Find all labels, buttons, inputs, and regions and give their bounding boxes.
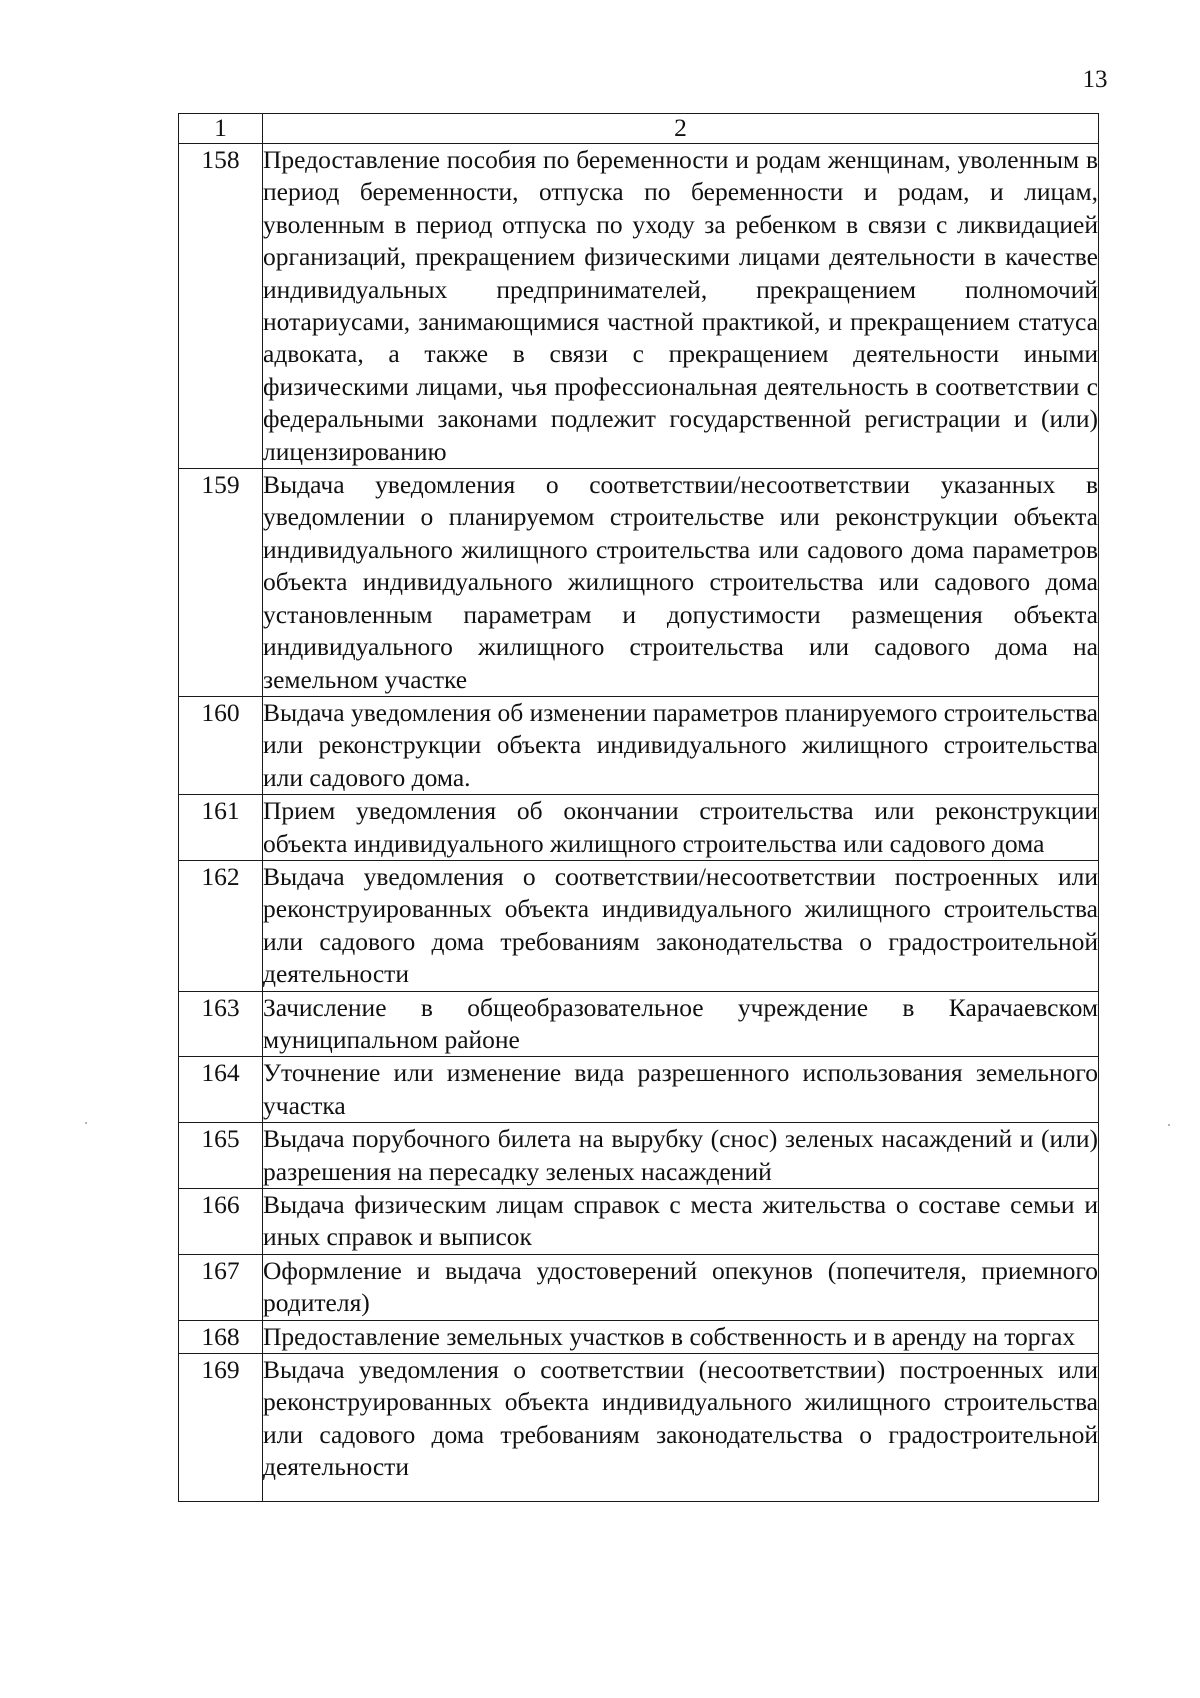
row-number: 163: [179, 991, 263, 1057]
row-text: Прием уведомления об окончании строительства или реконструкции объекта индивидуального жилищного строительства или садового дома: [263, 795, 1099, 861]
table-row: [179, 1254, 1099, 1320]
row-number: 158: [179, 144, 263, 469]
table-row: [179, 795, 1099, 861]
table-row: [179, 469, 1099, 697]
row-text: Предоставление земельных участков в собственность и в аренду на торгах: [263, 1320, 1099, 1353]
table-row: [179, 1057, 1099, 1123]
row-number: 164: [179, 1057, 263, 1123]
row-number: 161: [179, 795, 263, 861]
row-text: Выдача уведомления о соответствии (несоответствии) построенных или реконструированных объекта индивидуального жилищного строительства или садового дома требованиям законодательства о градостроительной деятельности: [263, 1354, 1099, 1502]
row-number: 167: [179, 1254, 263, 1320]
services-table: [178, 113, 1099, 1502]
row-number: 160: [179, 696, 263, 794]
table-row: [179, 144, 1099, 469]
row-number: 169: [179, 1354, 263, 1502]
row-text: Выдача уведомления о соответствии/несоответствии построенных или реконструированных объекта индивидуального жилищного строительства или садового дома требованиям законодательства о градостроительной деятельности: [263, 860, 1099, 991]
table-row: [179, 696, 1099, 794]
row-text: Выдача порубочного билета на вырубку (снос) зеленых насаждений и (или) разрешения на пересадку зеленых насаждений: [263, 1123, 1099, 1189]
table-row: [179, 1123, 1099, 1189]
row-text: Уточнение или изменение вида разрешенного использования земельного участка: [263, 1057, 1099, 1123]
scan-speck: [85, 1122, 87, 1124]
column-header-number: 1: [179, 114, 263, 144]
row-number: 165: [179, 1123, 263, 1189]
table-header-row: [179, 114, 1099, 144]
table-row: [179, 991, 1099, 1057]
column-header-description: 2: [263, 114, 1099, 144]
table-row: [179, 1189, 1099, 1255]
row-number: 166: [179, 1189, 263, 1255]
row-text: Выдача уведомления об изменении параметров планируемого строительства или реконструкции объекта индивидуального жилищного строительства или садового дома.: [263, 696, 1099, 794]
row-number: 159: [179, 469, 263, 697]
row-number: 168: [179, 1320, 263, 1353]
row-text: Оформление и выдача удостоверений опекунов (попечителя, приемного родителя): [263, 1254, 1099, 1320]
row-text: Предоставление пособия по беременности и родам женщинам, уволенным в период беременности, отпуска по беременности и родам, и лицам, уволенным в период отпуска по уходу за ребенком в связи с ликвидацией организаций, прекращением физическими лицами деятельности в качестве индивидуальных предпринимателей, прекращением полномочий нотариусами, занимающимися частной практикой, и прекращением статуса адвоката, а также в связи с прекращением деятельности иными физическими лицами, чья профессиональная деятельность в соответствии с федеральными законами подлежит государственной регистрации и (или) лицензированию: [263, 144, 1099, 469]
table-row: [179, 1320, 1099, 1353]
page-number: 13: [1082, 66, 1108, 93]
row-text: Выдача уведомления о соответствии/несоответствии указанных в уведомлении о планируемом строительстве или реконструкции объекта индивидуального жилищного строительства или садового дома параметров объекта индивидуального жилищного строительства или садового дома установленным параметрам и допустимости размещения объекта индивидуального жилищного строительства или садового дома на земельном участке: [263, 469, 1099, 697]
table-row: [179, 1354, 1099, 1502]
row-text: Зачисление в общеобразовательное учреждение в Карачаевском муниципальном районе: [263, 991, 1099, 1057]
table-row: [179, 860, 1099, 991]
scan-speck: [1168, 1124, 1170, 1126]
row-text: Выдача физическим лицам справок с места жительства о составе семьи и иных справок и выписок: [263, 1189, 1099, 1255]
row-number: 162: [179, 860, 263, 991]
